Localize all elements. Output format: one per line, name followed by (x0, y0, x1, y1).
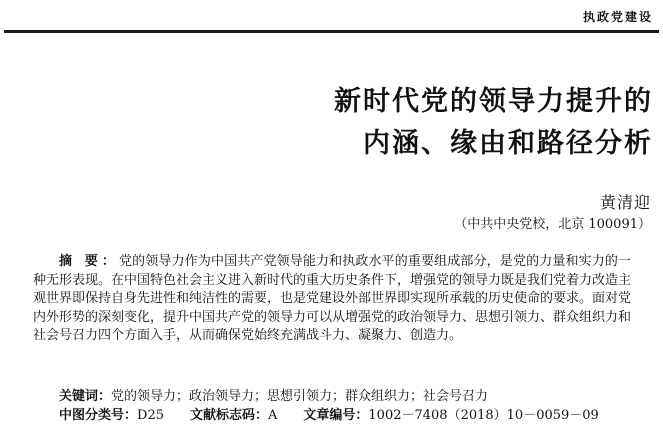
doc-code-value: A (268, 408, 278, 423)
article-title-line-1: 新时代党的领导力提升的 (334, 86, 653, 117)
classification-line (59, 404, 599, 423)
author-name: 黄清迎 (599, 193, 651, 212)
clc-number (59, 408, 164, 423)
clc-value: D25 (137, 408, 164, 423)
article-number (303, 408, 598, 423)
section-header-label: 执政党建设 (582, 10, 653, 24)
clc-label: 中图分类号： (59, 408, 138, 423)
keywords-text: 党的领导力；政治领导力；思想引领力；群众组织力；社会号召力 (111, 389, 489, 404)
author-affiliation: （中共中央党校，北京 100091） (454, 217, 651, 232)
header-divider (4, 30, 659, 33)
article-title-line-2: 内涵、缘由和路径分析 (363, 128, 653, 159)
keywords-label: 关键词： (59, 389, 112, 404)
abstract-text: 党的领导力作为中国共产党领导能力和执政水平的重要组成部分，是党的力量和实力的一种无形表现。在中国特色社会主义进入新时代的重大历史条件下，增强党的领导力既是我们党着力改造主观世界即保持自身先进性和纯洁性的需要，也是党建设外部世界即实现所承载的历史使命的要求。面对党内外形势的深刻变化，提升中国共产党的领导力可以从增强党的政治领导力、思想引领力、群众组织力和社会号召力四个方面入手，从而确保党始终充满战斗力、凝聚力、创造力。 (33, 254, 632, 344)
doc-code-label: 文献标志码： (189, 408, 268, 423)
abstract-paragraph (33, 253, 631, 346)
keywords-line (59, 385, 488, 404)
article-no-value: 1002－7408（2018）10－0059－09 (368, 408, 599, 423)
document-code (190, 408, 277, 423)
abstract-label: 摘 要： (59, 254, 120, 269)
article-no-label: 文章编号： (303, 408, 369, 423)
